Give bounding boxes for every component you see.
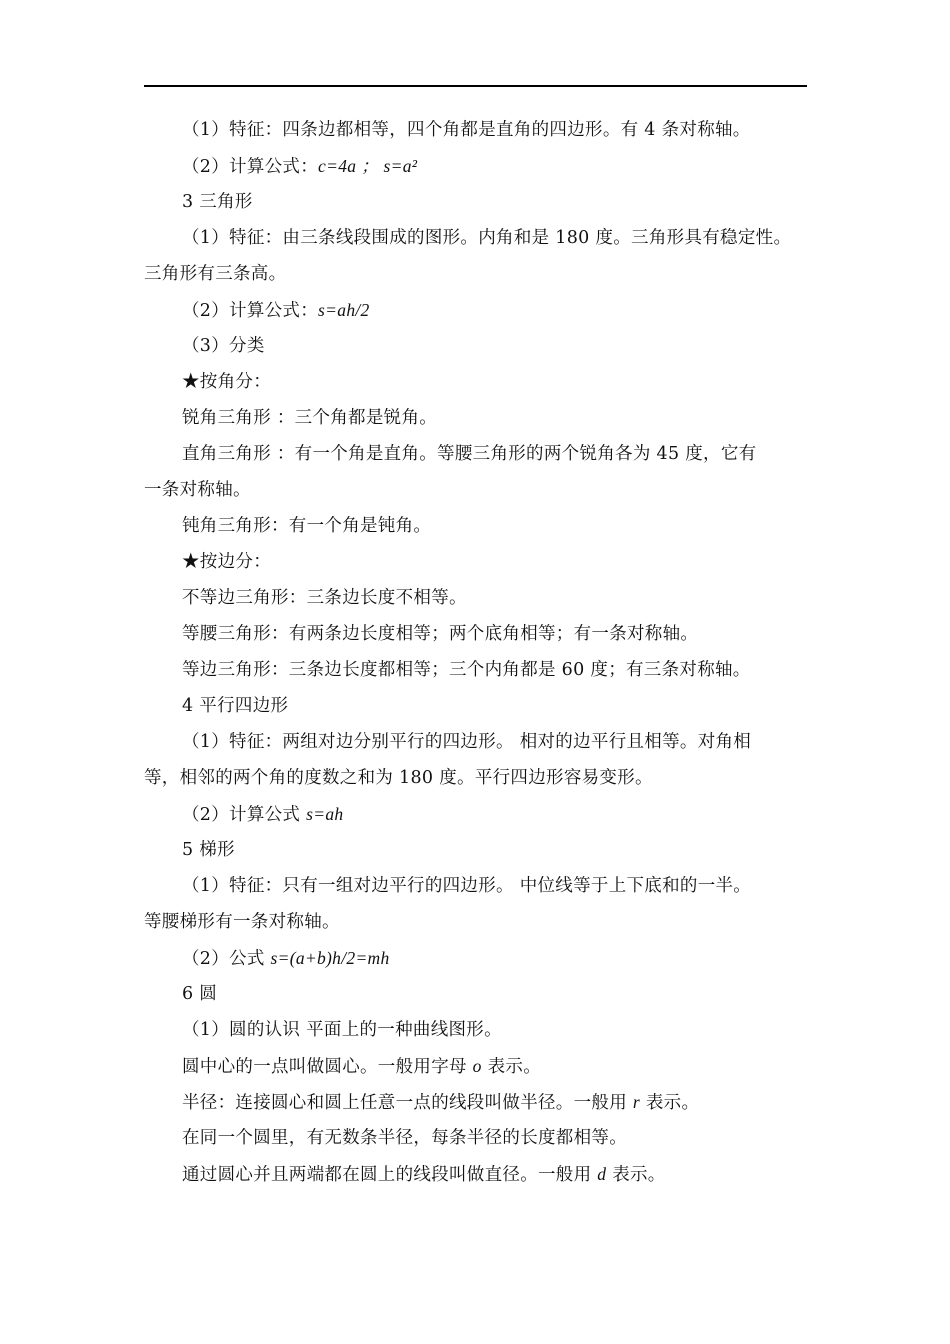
text-line	[144, 544, 812, 580]
line-text: （3）分类	[182, 336, 265, 356]
line-text: （1）特征：四条边都相等，四个角都是直角的四边形。有 4 条对称轴。	[182, 120, 751, 140]
line-text: （1）特征：由三条线段围成的图形。内角和是 180 度。三角形具有稳定性。	[182, 228, 792, 248]
text-line	[144, 472, 812, 508]
text-line	[144, 184, 812, 220]
line-text: 等腰三角形：有两条边长度相等；两个底角相等；有一条对称轴。	[182, 624, 699, 644]
line-text: （2）公式	[182, 949, 271, 969]
text-line	[144, 688, 812, 724]
formula: c=4a ； s=a²	[318, 156, 418, 176]
line-text: （2）计算公式：	[182, 301, 319, 321]
formula: d	[597, 1164, 607, 1184]
line-text: 不等边三角形：三条边长度不相等。	[182, 588, 467, 608]
text-line	[144, 1120, 812, 1156]
line-text: 圆中心的一点叫做圆心。一般用字母	[182, 1057, 473, 1077]
text-line	[144, 220, 812, 256]
line-text: 在同一个圆里，有无数条半径，每条半径的长度都相等。	[182, 1128, 627, 1148]
text-line	[144, 616, 812, 652]
line-text-after: 表示。	[481, 1057, 541, 1077]
text-line	[144, 796, 812, 832]
line-text: 5 梯形	[182, 840, 235, 860]
line-text: 等边三角形：三条边长度都相等；三个内角都是 60 度；有三条对称轴。	[182, 660, 751, 680]
document-body	[144, 112, 812, 1192]
line-text: （1）特征：两组对边分别平行的四边形。 相对的边平行且相等。对角相	[182, 732, 752, 752]
formula: o	[472, 1056, 482, 1076]
line-text: 一条对称轴。	[144, 480, 251, 500]
line-text: 三角形有三条高。	[144, 264, 287, 284]
line-text: 6 圆	[182, 984, 218, 1004]
text-line	[144, 976, 812, 1012]
line-text: 通过圆心并且两端都在圆上的线段叫做直径。一般用	[182, 1165, 598, 1185]
line-text-after: 表示。	[606, 1165, 666, 1185]
formula: r	[632, 1092, 640, 1112]
text-line	[144, 364, 812, 400]
formula: s=(a+b)h/2=mh	[270, 948, 390, 968]
line-text: （2）计算公式：	[182, 157, 319, 177]
text-line	[144, 904, 812, 940]
text-line	[144, 112, 812, 148]
text-line	[144, 868, 812, 904]
text-line	[144, 832, 812, 868]
line-text: 4 平行四边形	[182, 696, 289, 716]
line-text-after: 表示。	[640, 1093, 700, 1113]
line-text: ★按角分：	[182, 372, 271, 392]
line-text: （2）计算公式	[182, 805, 307, 825]
line-text: 钝角三角形：有一个角是钝角。	[182, 516, 432, 536]
text-line	[144, 1048, 812, 1084]
text-line	[144, 760, 812, 796]
line-text: （1）圆的认识 平面上的一种曲线图形。	[182, 1020, 502, 1040]
line-text: 锐角三角形 ：三个角都是锐角。	[182, 408, 438, 428]
text-line	[144, 400, 812, 436]
text-line	[144, 724, 812, 760]
line-text: 等，相邻的两个角的度数之和为 180 度。平行四边形容易变形。	[144, 768, 653, 788]
line-text: ★按边分：	[182, 552, 271, 572]
text-line	[144, 580, 812, 616]
line-text: 直角三角形 ：有一个角是直角。等腰三角形的两个锐角各为 45 度，它有	[182, 444, 757, 464]
text-line	[144, 940, 812, 976]
text-line	[144, 256, 812, 292]
formula: s=ah	[306, 804, 344, 824]
text-line	[144, 436, 812, 472]
line-text: 半径：连接圆心和圆上任意一点的线段叫做半径。一般用	[182, 1093, 633, 1113]
text-line	[144, 1084, 812, 1120]
header-rule	[144, 85, 807, 87]
line-text: （1）特征：只有一组对边平行的四边形。 中位线等于上下底和的一半。	[182, 876, 752, 896]
text-line	[144, 652, 812, 688]
line-text: 等腰梯形有一条对称轴。	[144, 912, 340, 932]
line-text: 3 三角形	[182, 192, 253, 212]
text-line	[144, 1012, 812, 1048]
formula: s=ah/2	[318, 300, 370, 320]
text-line	[144, 1156, 812, 1192]
text-line	[144, 508, 812, 544]
text-line	[144, 292, 812, 328]
text-line	[144, 148, 812, 184]
text-line	[144, 328, 812, 364]
